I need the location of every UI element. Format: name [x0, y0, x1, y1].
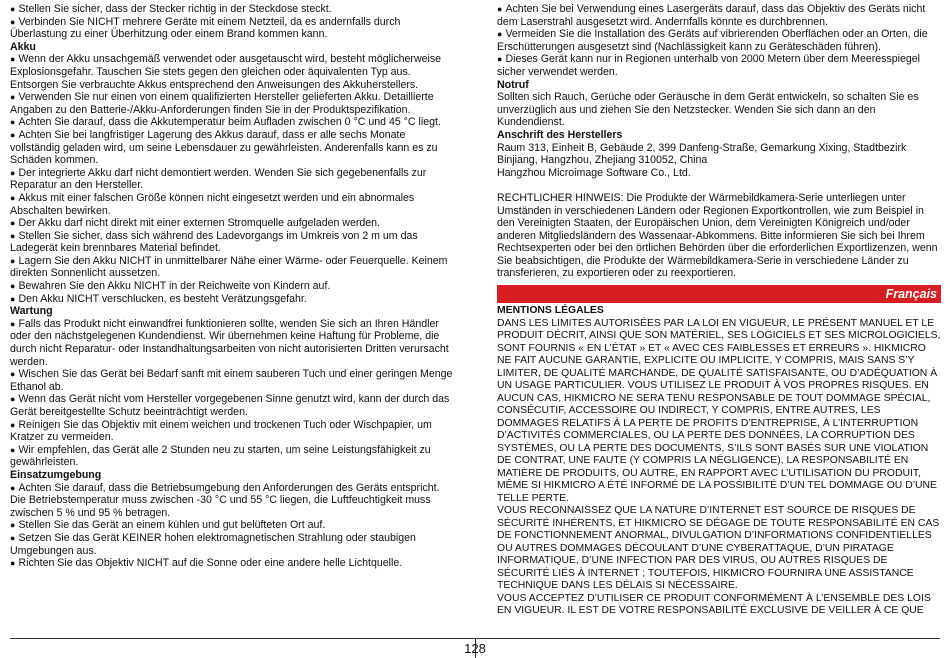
bullet-item: ● Stellen Sie sicher, dass sich während des Ladevorgangs im Umkreis von 2 m um das Ladegerät kein brennbares Material befindet. [10, 230, 458, 255]
paragraph: Hangzhou Microimage Software Co., Ltd. [497, 166, 691, 179]
section-heading: MENTIONS LÉGALES [497, 305, 604, 317]
spacer [497, 179, 941, 192]
language-label: Français [885, 287, 937, 302]
paragraph: Sollten sich Rauch, Gerüche oder Geräusche in dem Gerät entwickeln, so schalten Sie es unverzüglich aus und ziehen Sie den Netzstecker. Wenden Sie sich dann an den Kundendienst. [497, 91, 919, 129]
bullet-item: ● Vermeiden Sie die Installation des Geräts auf vibrierenden Oberflächen oder an Orten, die Erschütterungen ausgesetzt sind (Nachlässigkeit kann zu Geräteschäden führen). [497, 28, 941, 53]
bullet-item: ● Wenn der Akku unsachgemäß verwendet oder ausgetauscht wird, besteht möglicherweise Explosionsgefahr. Tauschen Sie stets gegen den gleichen oder äquivalenten Typ aus. Entsorgen Sie verbrauchte Akkus entsprechend den Anweisungen des Akkuherstellers. [10, 53, 458, 91]
section-heading: Einsatzumgebung [10, 468, 102, 481]
bullet-item: ● Falls das Produkt nicht einwandfrei funktionieren sollte, wenden Sie sich an Ihren Händler oder den nächstgelegenen Kundendienst. Wir übernehmen keine Haftung für Probleme, die durch nicht Reparatur- oder Instandhaltungsarbeiten von nicht autorisierten Dritten verursacht werden. [10, 318, 458, 368]
section-heading: Anschrift des Herstellers [497, 128, 623, 141]
paragraph: VOUS ACCEPTEZ D’UTILISER CE PRODUIT CONFORMÉMENT À L’ENSEMBLE DES LOIS EN VIGUEUR. IL EST DE VOTRE RESPONSABILITÉ EXCLUSIVE DE VEILLER À CE QUE [497, 592, 931, 617]
bullet-item: ● Richten Sie das Objektiv NICHT auf die Sonne oder eine andere helle Lichtquelle. [10, 557, 458, 570]
bullet-item: ● Achten Sie darauf, dass die Betriebsumgebung den Anforderungen des Geräts entspricht. Die Betriebstemperatur muss zwischen -30 °C und 55 °C liegen, die Luftfeuchtigkeit muss zwischen 5 % und 95 % betragen. [10, 482, 458, 520]
bullet-item: ● Der integrierte Akku darf nicht demontiert werden. Wenden Sie sich gegebenenfalls zur Reparatur an den Hersteller. [10, 167, 458, 192]
bullet-item: ● Dieses Gerät kann nur in Regionen unterhalb von 2000 Metern über dem Meeresspiegel sicher verwendet werden. [497, 53, 941, 78]
bullet-item: ● Stellen Sie sicher, dass der Stecker richtig in der Steckdose steckt. [10, 3, 458, 16]
section-heading: Akku [10, 40, 36, 53]
paragraph: VOUS RECONNAISSEZ QUE LA NATURE D’INTERNET EST SOURCE DE RISQUES DE SÉCURITÉ INHÉRENTS, ET HIKMICRO SE DÉGAGE DE TOUTE RESPONSABILITÉ EN CAS DE FONCTIONNEMENT ANORMAL, DIVULGATION D’INFORMATIONS CONFIDENTIELLES OU AUTRES DOMMAGES DÉCOULANT D’UNE CYBERATTAQUE, D’UN PIRATAGE INFORMATIQUE, D’UNE INFECTION PAR DES VIRUS, OU AUTRES RISQUES DE SÉCURITÉ LIÉS À INTERNET ; TOUTEFOIS, HIKMICRO FOURNIRA UNE ASSISTANCE TECHNIQUE DANS LES DÉLAIS SI NÉCESSAIRE. [497, 505, 940, 592]
bullet-item: ● Bewahren Sie den Akku NICHT in der Reichweite von Kindern auf. [10, 280, 458, 293]
bullet-item: ● Den Akku NICHT verschlucken, es besteht Verätzungsgefahr. [10, 293, 458, 306]
language-section-header [497, 285, 941, 303]
left-column [10, 3, 458, 570]
bullet-item: ● Reinigen Sie das Objektiv mit einem weichen und trockenen Tuch oder Wischpapier, um Kratzer zu vermeiden. [10, 419, 458, 444]
right-column [497, 3, 941, 618]
page-number-text: 128 [464, 641, 486, 656]
paragraph: Raum 313, Einheit B, Gebäude 2, 399 Danfeng-Straße, Gemarkung Xixing, Stadtbezirk Binjiang, Hangzhou, Zhejiang 310052, China [497, 141, 907, 167]
bullet-item: ● Stellen Sie das Gerät an einem kühlen und gut belüfteten Ort auf. [10, 519, 458, 532]
bullet-item: ● Der Akku darf nicht direkt mit einer externen Stromquelle aufgeladen werden. [10, 217, 458, 230]
german-continued [497, 3, 941, 280]
bullet-item: ● Achten Sie bei Verwendung eines Lasergeräts darauf, dass das Objektiv des Geräts nicht dem Laserstrahl ausgesetzt wird. Andernfalls könnte es durchbrennen. [497, 3, 941, 28]
bullet-item: ● Verbinden Sie NICHT mehrere Geräte mit einem Netzteil, da es andernfalls durch Überlastung zu einer Überhitzung oder einem Brand kommen kann. [10, 16, 458, 41]
bullet-item: ● Akkus mit einer falschen Größe können nicht eingesetzt werden und ein abnormales Abschalten bewirken. [10, 192, 458, 217]
bullet-item: ● Wenn das Gerät nicht vom Hersteller vorgegebenen Sinne genutzt wird, kann der durch das Gerät bereitgestellte Schutz beeinträchtigt werden. [10, 393, 458, 418]
section-heading: Notruf [497, 78, 529, 91]
bullet-item: ● Wir empfehlen, das Gerät alle 2 Stunden neu zu starten, um seine Leistungsfähigkeit zu gewährleisten. [10, 444, 458, 469]
paragraph: DANS LES LIMITES AUTORISÉES PAR LA LOI EN VIGUEUR, LE PRÉSENT MANUEL ET LE PRODUIT DÉCRIT, AINSI QUE SON MATÉRIEL, SES LOGICIELS ET SES MICROLOGICIELS, SONT FOURNIS « EN L’ÉTAT » ET « AVEC CES FAIBLESSES ET ERREURS ». HIKMICRO NE FAIT AUCUNE GARANTIE, EXPLICITE OU IMPLICITE, Y COMPRIS, MAIS SANS S’Y LIMITER, DE QUALITÉ MARCHANDE, DE QUALITÉ SATISFAISANTE, OU D’ADÉQUATION À UN USAGE PARTICULIER. VOUS UTILISEZ LE PRODUIT À VOS PROPRES RISQUES. EN AUCUN CAS, HIKMICRO NE SERA TENU RESPONSABLE DE TOUT DOMMAGE SPÉCIAL, CONSÉCUTIF, ACCESSOIRE OU INDIRECT, Y COMPRIS, ENTRE AUTRES, LES DOMMAGES RELATIFS À LA PERTE DE PROFITS D’ENTREPRISE, À L’INTERRUPTION D’ACTIVITÉS COMMERCIALES, OU LA PERTE DES DONNÉES, LA CORRUPTION DES SYSTÈMES, OU LA PERTE DES DOCUMENTS, S’ILS SONT BASÉS SUR UNE VIOLATION DE CONTRAT, UNE FAUTE (Y COMPRIS LA NÉGLIGENCE), LA RESPONSABILITÉ EN MATIÈRE DE PRODUITS, OU AUTRE, EN RAPPORT AVEC L’UTILISATION DU PRODUIT, MÊME SI HIKMICRO A ÉTÉ INFORMÉ DE LA POSSIBILITÉ D’UN TEL DOMMAGE OU D’UNE TELLE PERTE. [497, 317, 941, 504]
paragraph: RECHTLICHER HINWEIS: Die Produkte der Wärmebildkamera-Serie unterliegen unter Umständen in verschiedenen Ländern oder Regionen Exportkontrollen, wie zum Beispiel in den Vereinigten Staaten, der Europäischen Union, dem Vereinigten Königreich und/oder anderen Mitgliedsländern des Wassenaar-Abkommens. Bitte informieren Sie sich bei Ihrem Rechtsexperten oder bei den örtlichen Behörden über die erforderlichen Exportlizenzen, wenn Sie beabsichtigen, die Produkte der Wärmebildkamera-Serie in verschiedene Länder zu transferieren, zu exportieren oder zu reexportieren. [497, 191, 938, 280]
bullet-item: ● Lagern Sie den Akku NICHT in unmittelbarer Nähe einer Wärme- oder Feuerquelle. Keinem direkten Sonnenlicht aussetzen. [10, 255, 458, 280]
section-heading: Wartung [10, 305, 53, 318]
bullet-item: ● Achten Sie darauf, dass die Akkutemperatur beim Aufladen zwischen 0 °C und 45 °C liegt. [10, 116, 458, 129]
bullet-item: ● Setzen Sie das Gerät KEINER hohen elektromagnetischen Strahlung oder staubigen Umgebungen aus. [10, 532, 458, 557]
bullet-item: ● Achten Sie bei langfristiger Lagerung des Akkus darauf, dass er alle sechs Monate vollständig geladen wird, um seine Lebensdauer zu gewährleisten. Anderenfalls kann es zu Schäden kommen. [10, 129, 458, 167]
bullet-item: ● Wischen Sie das Gerät bei Bedarf sanft mit einem sauberen Tuch und einer geringen Menge Ethanol ab. [10, 368, 458, 393]
french-section [497, 305, 941, 618]
bullet-item: ● Verwenden Sie nur einen von einem qualifizierten Hersteller gelieferten Akku. Detaillierte Angaben zu den Batterie-/Akku-Anforderungen finden Sie in der Produktspezifikation. [10, 91, 458, 116]
